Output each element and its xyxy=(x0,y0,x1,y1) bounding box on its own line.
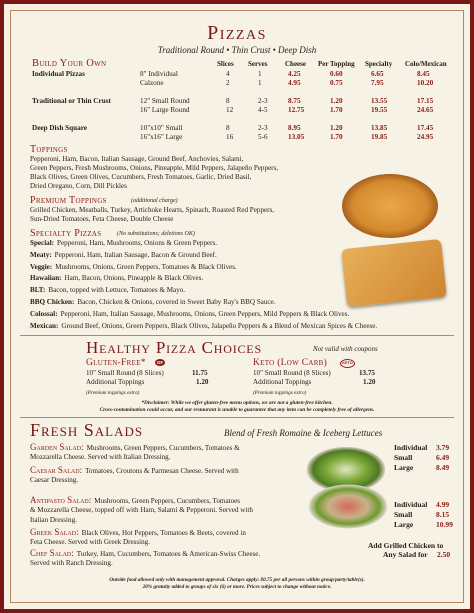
square-pizza-image xyxy=(341,239,447,307)
specialty-desc: Mushrooms, Onions, Green Peppers, Tomatoes & Black Olives. xyxy=(55,262,237,271)
row-specialty: 19.55 xyxy=(371,106,388,114)
salad-desc-line: Italian Dressing. xyxy=(30,516,77,524)
row-slices: 16 xyxy=(226,133,234,141)
specialty-item xyxy=(30,263,237,272)
premium-heading: Premium Toppings xyxy=(30,195,107,206)
round-pizza-image xyxy=(342,174,438,238)
divider-2 xyxy=(20,417,454,418)
toppings-heading: Toppings xyxy=(30,144,68,155)
premium-line-1: Grilled Chicken, Meatballs, Turkey, Artichoke Hearts, Spinach, Roasted Red Peppers, xyxy=(30,206,275,214)
salads-note: Blend of Fresh Romaine & Iceberg Lettuces xyxy=(224,428,383,438)
row-per-topping: 1.20 xyxy=(330,97,343,105)
disclaimer-line-1: *Disclaimer: While we offer gluten-free menu options, we are not a gluten-free kitchen. xyxy=(141,400,333,406)
keto-add-price: 1.20 xyxy=(363,378,376,386)
salad-item xyxy=(30,466,239,476)
row-name: Deep Dish Square xyxy=(32,124,87,132)
chicken-line-2: Any Salad for xyxy=(383,550,428,559)
row-cheese: 8.95 xyxy=(288,124,301,132)
col-cheese: Cheese xyxy=(285,60,306,68)
keto-heading: Keto (Low Carb) xyxy=(253,358,328,368)
row-slices: 2 xyxy=(226,79,230,87)
row-specialty: 13.85 xyxy=(371,124,388,132)
footer-line-2: 20% gratuity added to groups of six (6) or more. Prices subject to change without notice. xyxy=(142,584,332,590)
specialty-desc: Pepperoni, Ham, Mushrooms, Onions & Green Peppers. xyxy=(57,239,218,247)
specialty-item xyxy=(30,274,203,283)
row-size: 10"x10" Small xyxy=(140,124,183,132)
salad-size-price: 8.15 xyxy=(436,510,450,519)
toppings-line-1: Pepperoni, Ham, Bacon, Italian Sausage, Ground Beef, Anchovies, Salami, xyxy=(30,155,244,163)
col-serves: Serves xyxy=(248,60,268,68)
salad-item xyxy=(30,443,240,453)
row-specialty: 7.95 xyxy=(371,79,384,87)
row-slices: 4 xyxy=(226,70,230,78)
keto-price: 13.75 xyxy=(359,369,375,377)
gf-price: 11.75 xyxy=(192,369,208,377)
page-title: Pizzas xyxy=(207,22,267,44)
salad-name: Caesar Salad: xyxy=(30,465,83,475)
row-cheese: 8.75 xyxy=(288,97,301,105)
salads-heading: Fresh Salads xyxy=(30,420,144,440)
row-size: Calzone xyxy=(140,79,164,87)
keto-premium: (Premium toppings extra) xyxy=(253,390,307,396)
col-specialty: Specialty xyxy=(365,60,393,68)
chicken-price: 2.50 xyxy=(437,550,451,559)
salad-desc-line: & Mozzarella Cheese, topped off with Ham, Salami & Pepperoni. Served with xyxy=(30,506,253,514)
gf-add: Additional Toppings xyxy=(86,378,145,386)
row-colo-mexican: 8.45 xyxy=(417,70,430,78)
salad-desc: Black Olives, Hot Peppers, Tomatoes & Beets, covered in xyxy=(81,529,246,537)
gf-premium: (Premium toppings extra) xyxy=(86,390,140,396)
row-cheese: 12.75 xyxy=(288,106,305,114)
specialty-item xyxy=(30,310,349,319)
specialty-item xyxy=(30,239,217,248)
disclaimer-line-2: Cross-contamination could occur, and our restaurant is unable to guarantee that any item can be completely free of allergens. xyxy=(99,407,375,413)
specialty-item xyxy=(30,251,217,260)
salad-size-price: 6.49 xyxy=(436,453,450,462)
row-cheese: 4.95 xyxy=(288,79,301,87)
specialty-name: Veggie: xyxy=(30,262,53,271)
row-per-topping: 1.20 xyxy=(330,124,343,132)
row-name: Traditional or Thin Crust xyxy=(32,97,111,105)
row-colo-mexican: 24.95 xyxy=(417,133,434,141)
salad-size-label: Small xyxy=(394,510,413,519)
salad-desc: Mushrooms, Green Peppers, Cucumbers, Tomatoes & xyxy=(86,444,240,452)
row-serves: 2-3 xyxy=(258,124,268,132)
row-size: 16"x16" Large xyxy=(140,133,183,141)
row-specialty: 13.55 xyxy=(371,97,388,105)
row-specialty: 6.65 xyxy=(371,70,384,78)
keto-size: 10" Small Round (8 Slices) xyxy=(253,369,331,377)
specialty-desc: Ground Beef, Onions, Green Peppers, Black Olives, Jalapeño Peppers & a Blend of Mexican Spices & Cheese. xyxy=(61,321,378,330)
row-serves: 2-3 xyxy=(258,97,268,105)
row-size: 12" Small Round xyxy=(140,97,190,105)
salad-desc: Turkey, Ham, Cucumbers, Tomatoes & American-Swiss Cheese. xyxy=(76,550,261,558)
toppings-line-4: Dried Oregano, Corn, Dill Pickles xyxy=(30,182,127,190)
keto-badge: KETO xyxy=(340,359,355,368)
specialty-name: Meaty: xyxy=(30,250,52,259)
salad-desc-line: Feta Cheese. Served with Greek Dressing. xyxy=(30,538,150,546)
specialty-heading: Specialty Pizzas xyxy=(30,228,102,239)
specialty-name: Hawaiian: xyxy=(30,274,62,283)
divider-1 xyxy=(20,335,454,336)
row-cheese: 13.05 xyxy=(288,133,305,141)
salad-name: Antipasto Salad: xyxy=(30,495,92,505)
specialty-desc: Bacon, topped with Lettuce, Tomatoes & Mayo. xyxy=(48,286,186,295)
salad-name: Garden Salad: xyxy=(30,442,84,452)
row-serves: 4-5 xyxy=(258,106,268,114)
salad-size-price: 8.49 xyxy=(436,463,450,472)
salad-item xyxy=(30,549,260,559)
row-serves: 1 xyxy=(258,70,262,78)
col-per-topping: Per Topping xyxy=(318,60,355,68)
footer-line-1: Outside food allowed only with management approval. Charges apply: $0.75 per all persons within group/party/table(s). xyxy=(109,577,365,583)
healthy-note: Not valid with coupons xyxy=(313,345,378,353)
salad-desc-line: Mozzarella Cheese. Served with Italian Dressing. xyxy=(30,453,171,461)
row-size: 8" Individual xyxy=(140,70,178,78)
gluten-free-badge: GF xyxy=(156,360,164,365)
specialty-desc: Ham, Bacon, Onions, Pineapple & Black Olives. xyxy=(64,274,204,283)
specialty-name: BLT: xyxy=(30,286,46,295)
row-cheese: 4.25 xyxy=(288,70,301,78)
specialty-name: Special: xyxy=(30,239,55,247)
row-colo-mexican: 10.20 xyxy=(417,79,434,87)
salad-item xyxy=(30,528,246,538)
specialty-desc: Bacon, Chicken & Onions, covered in Sweet Baby Ray's BBQ Sauce. xyxy=(77,298,276,306)
premium-note: (additional charge) xyxy=(131,198,178,204)
page-subtitle: Traditional Round • Thin Crust • Deep Dish xyxy=(157,45,317,55)
row-colo-mexican: 17.45 xyxy=(417,124,434,132)
healthy-heading: Healthy Pizza Choices xyxy=(86,338,262,357)
row-per-topping: 1.70 xyxy=(330,133,343,141)
gf-add-price: 1.20 xyxy=(196,378,209,386)
salad-desc: Mushrooms, Green Peppers, Cucumbers, Tomatoes xyxy=(94,497,241,505)
gf-size: 10" Small Round (8 Slices) xyxy=(86,369,164,377)
salad-desc: Tomatoes, Croutons & Parmesan Cheese. Served with xyxy=(85,467,239,475)
row-per-topping: 0.75 xyxy=(330,79,343,87)
specialty-item xyxy=(30,322,377,331)
salad-item xyxy=(30,496,240,506)
keto-add: Additional Toppings xyxy=(253,378,312,386)
salad-size-label: Large xyxy=(394,463,414,472)
premium-line-2: Sun-Dried Tomatoes, Feta Cheese, Double Cheese xyxy=(30,215,174,223)
specialty-name: Mexican: xyxy=(30,321,59,330)
specialty-note: (No substitutions; deletions OK) xyxy=(117,231,195,237)
col-colo-mexican: Colo/Mexican xyxy=(405,60,447,68)
gluten-free-heading: Gluten-Free* xyxy=(86,358,146,368)
specialty-desc: Pepperoni, Ham, Italian Sausage, Bacon & Ground Beef. xyxy=(54,250,217,259)
salad-size-label: Individual xyxy=(394,500,428,509)
row-size: 16" Large Round xyxy=(140,106,190,114)
row-serves: 5-6 xyxy=(258,133,268,141)
salad-name: Greek Salad: xyxy=(30,527,79,537)
row-name: Individual Pizzas xyxy=(32,70,85,78)
build-heading: Build Your Own xyxy=(32,58,107,69)
salad-size-label: Individual xyxy=(394,443,428,452)
row-serves: 1 xyxy=(258,79,262,87)
specialty-item xyxy=(30,286,185,295)
specialty-desc: Pepperoni, Ham, Italian Sausage, Mushrooms, Onions, Green Peppers, Mild Peppers & Black Olives. xyxy=(60,309,350,318)
salad-image-2 xyxy=(308,484,388,529)
row-slices: 12 xyxy=(226,106,234,114)
specialty-item xyxy=(30,298,275,307)
row-per-topping: 1.70 xyxy=(330,106,343,114)
salad-size-label: Small xyxy=(394,453,413,462)
salad-size-price: 3.79 xyxy=(436,443,450,452)
specialty-name: BBQ Chicken: xyxy=(30,298,75,306)
salad-desc-line: Caesar Dressing. xyxy=(30,476,79,484)
row-specialty: 19.85 xyxy=(371,133,388,141)
row-slices: 8 xyxy=(226,97,230,105)
toppings-line-3: Black Olives, Green Olives, Cucumbers, Fresh Tomatoes, Garlic, Dried Basil, xyxy=(30,173,252,181)
salad-size-label: Large xyxy=(394,520,414,529)
row-colo-mexican: 17.15 xyxy=(417,97,434,105)
specialty-name: Colossal: xyxy=(30,309,58,318)
row-per-topping: 0.60 xyxy=(330,70,343,78)
toppings-line-2: Green Peppers, Fresh Mushrooms, Onions, Pineapple, Mild Peppers, Jalapeño Peppers, xyxy=(30,164,279,172)
salad-name: Chef Salad: xyxy=(30,548,74,558)
col-slices: Slices xyxy=(217,60,234,68)
salad-size-price: 4.99 xyxy=(436,500,450,509)
row-colo-mexican: 24.65 xyxy=(417,106,434,114)
salad-size-price: 10.99 xyxy=(436,520,453,529)
row-slices: 8 xyxy=(226,124,230,132)
salad-desc-line: Served with Ranch Dressing. xyxy=(30,559,113,567)
chicken-line-1: Add Grilled Chicken to xyxy=(368,541,444,550)
